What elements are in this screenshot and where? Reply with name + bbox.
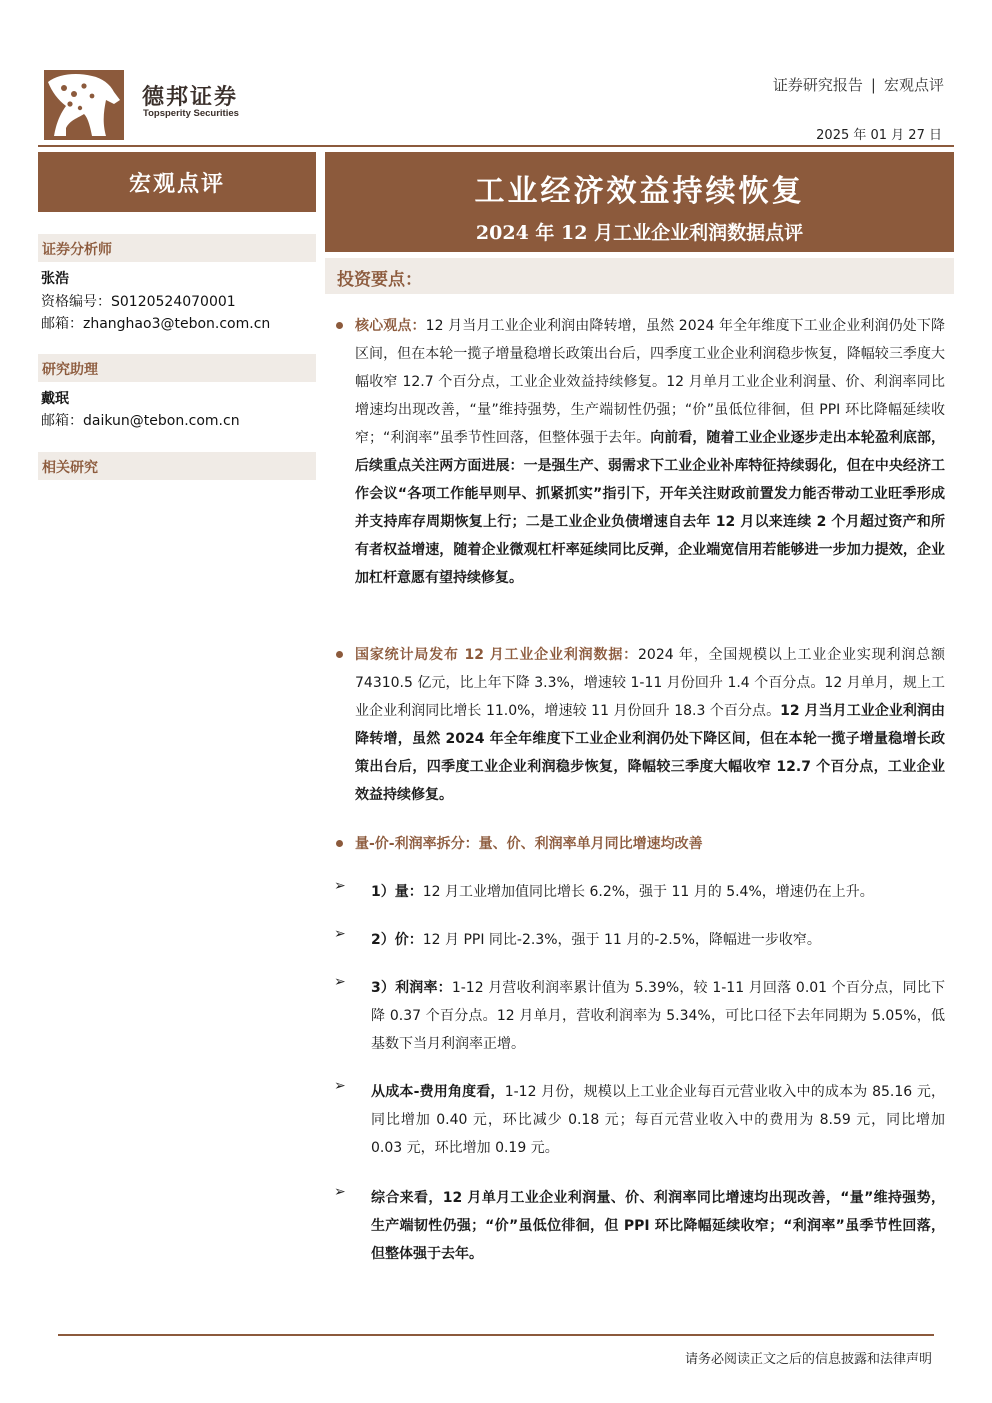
nbs-data-text: 2024 年，全国规模以上工业企业实现利润总额 74310.5 亿元，比上年下降 3.3%，增速较 1-11 月份回升 1.4 个百分点。12 月单月，规上工业企业利润同比增长 11.0%，增速较 11 月份回升 18.3 个百分点。 — [355, 647, 946, 719]
leopard-logo-icon — [44, 70, 124, 140]
assistant-heading: 研究助理 — [38, 354, 316, 382]
doc-type: 证券研究报告 — [772, 76, 863, 94]
nbs-data-label: 国家统计局发布 12 月工业企业利润数据： — [355, 647, 638, 663]
cost-text: 1-12 月份，规模以上工业企业每百元营业收入中的成本为 85.16 元，同比增加 0.40 元，环比减少 0.18 元；每百元营业收入中的费用为 8.59 元，同比增加 0.03 元，环比增加 0.19 元。 — [371, 1084, 946, 1156]
arrow-bullet-icon: ➢ — [334, 974, 346, 990]
assistant-name: 戴珉 — [41, 391, 69, 407]
core-view-outlook: 向前看，随着工业企业逐步走出本轮盈利底部，后续重点关注两方面进展：一是强生产、弱需求下工业企业补库特征持续弱化，但在中央经济工作会议“各项工作能早则早、抓紧抓实”指引下，开年关注财政前置发力能否带动工业旺季形成并支持库存周期恢复上行；二是工业企业负债增速自去年 12 月以来连续 2 个月超过资产和所有者权益增速，随着企业微观杠杆率延续同比反弹，企业端宽信用若能够进一步加力提效，企业加杠杆意愿有望持续修复。 — [355, 430, 945, 586]
core-view-paragraph — [355, 312, 945, 592]
volume-text: 12 月工业增加值同比增长 6.2%，强于 11 月的 5.4%，增速仍在上升。 — [422, 884, 874, 900]
cost-paragraph — [371, 1078, 945, 1162]
arrow-bullet-icon: ➢ — [334, 878, 346, 894]
breakdown-heading-paragraph — [355, 830, 945, 858]
price-paragraph — [371, 926, 945, 954]
brand-name-en: Topsperity Securities — [143, 108, 239, 119]
header-separator: | — [870, 76, 876, 94]
disclaimer-footer: 请务必阅读正文之后的信息披露和法律声明 — [684, 1352, 932, 1367]
breakdown-heading: 量-价-利润率拆分：量、价、利润率单月同比增速均改善 — [355, 836, 703, 852]
doc-category: 宏观点评 — [883, 76, 944, 94]
bullet-dot-icon — [336, 322, 343, 329]
arrow-bullet-icon: ➢ — [334, 1184, 346, 1200]
nbs-data-paragraph — [355, 641, 945, 809]
arrow-bullet-icon: ➢ — [334, 1078, 346, 1094]
key-points-heading: 投资要点： — [325, 258, 954, 294]
analyst-name: 张浩 — [41, 271, 69, 287]
margin-text: 1-12 月营收利润率累计值为 5.39%，较 1-11 月回落 0.01 个百分点，同比下降 0.37 个百分点。12 月单月，营收利润率为 5.34%，可比口径下去年同期为 5.05%，低基数下当月利润率正增。 — [371, 980, 945, 1052]
cost-label: 从成本-费用角度看， — [371, 1084, 505, 1100]
bullet-dot-icon — [336, 651, 343, 658]
related-research-heading: 相关研究 — [38, 452, 316, 480]
arrow-bullet-icon: ➢ — [334, 926, 346, 942]
top-divider — [38, 145, 954, 147]
margin-paragraph — [371, 974, 945, 1058]
margin-label: 3）利润率： — [371, 980, 452, 996]
assistant-email[interactable]: 邮箱：daikun@tebon.com.cn — [41, 413, 240, 429]
volume-label: 1）量： — [371, 884, 423, 900]
summary-paragraph — [371, 1184, 945, 1268]
core-view-label: 核心观点： — [355, 318, 426, 334]
analyst-cert: 资格编号：S0120524070001 — [41, 294, 236, 310]
category-banner: 宏观点评 — [38, 152, 316, 212]
nbs-data-summary: 12 月当月工业企业利润由降转增，虽然 2024 年全年维度下工业企业利润仍处下降区间，但在本轮一揽子增量稳增长政策出台后，四季度工业企业利润稳步恢复，降幅较三季度大幅收窄 12.7 个百分点，工业企业效益持续修复。 — [355, 703, 946, 803]
bullet-dot-icon — [336, 840, 343, 847]
analyst-email[interactable]: 邮箱：zhanghao3@tebon.com.cn — [41, 316, 271, 332]
core-view-text: 12 月当月工业企业利润由降转增，虽然 2024 年全年维度下工业企业利润仍处下降区间，但在本轮一揽子增量稳增长政策出台后，四季度工业企业利润稳步恢复，降幅较三季度大幅收窄 12.7 个百分点，工业企业效益持续修复。12 月单月工业企业利润量、价、利润率同比增速均出现改善，“量”维持强势，生产端韧性仍强；“价”虽低位徘徊，但 PPI 环比降幅延续收窄；“利润率”虽季节性回落，但整体强于去年。 — [355, 318, 945, 446]
volume-paragraph — [371, 878, 945, 906]
report-type — [773, 74, 944, 95]
brand-name-cn: 德邦证券 — [142, 85, 239, 110]
report-subtitle: 2024 年 12 月工业企业利润数据点评 — [475, 222, 804, 244]
summary-text: 综合来看，12 月单月工业企业利润量、价、利润率同比增速均出现改善，“量”维持强势，生产端韧性仍强；“价”虽低位徘徊，但 PPI 环比降幅延续收窄；“利润率”虽季节性回落，但整体强于去年。 — [371, 1190, 945, 1262]
report-title: 工业经济效益持续恢复 — [474, 174, 805, 209]
report-date: 2025 年 01 月 27 日 — [816, 128, 942, 143]
bottom-divider — [58, 1334, 934, 1336]
title-banner — [325, 152, 954, 252]
price-label: 2）价： — [371, 932, 423, 948]
price-text: 12 月 PPI 同比-2.3%，强于 11 月的-2.5%，降幅进一步收窄。 — [422, 932, 821, 948]
analyst-heading: 证券分析师 — [38, 234, 316, 262]
